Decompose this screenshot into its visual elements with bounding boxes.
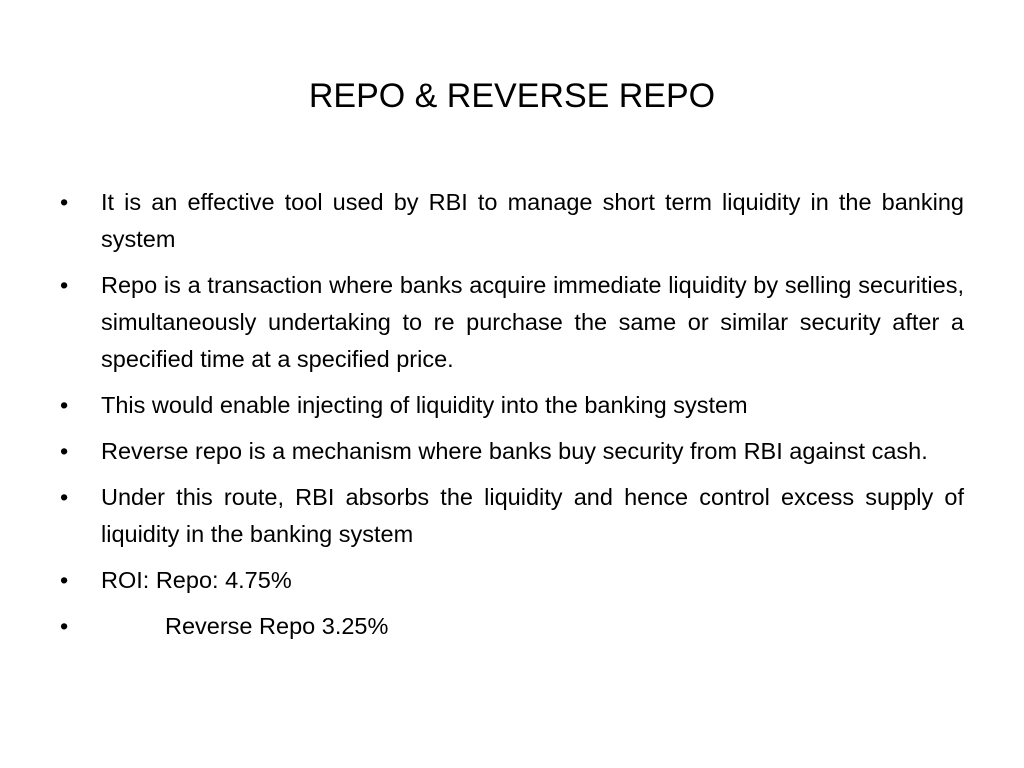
bullet-item-1 xyxy=(60,184,964,258)
bullet-item-5 xyxy=(60,479,964,553)
bullet-point-icon: • xyxy=(60,613,69,639)
bullet-point-icon: • xyxy=(60,272,69,298)
bullet-list xyxy=(60,184,964,654)
bullet-item-7 xyxy=(60,608,964,645)
bullet-item-6 xyxy=(60,562,964,599)
bullet-text: Reverse repo is a mechanism where banks buy security from RBI against cash. xyxy=(101,438,928,464)
bullet-text: This would enable injecting of liquidity into the banking system xyxy=(101,392,748,418)
bullet-point-icon: • xyxy=(60,189,69,215)
bullet-point-icon: • xyxy=(60,484,69,510)
bullet-point-icon: • xyxy=(60,567,69,593)
bullet-text: Reverse Repo 3.25% xyxy=(165,613,389,639)
bullet-item-3 xyxy=(60,387,964,424)
bullet-point-icon: • xyxy=(60,392,69,418)
bullet-text: ROI: Repo: 4.75% xyxy=(101,567,292,593)
bullet-text: Under this route, RBI absorbs the liquidity and hence control excess supply of liquidity in the banking system xyxy=(101,484,964,547)
bullet-point-icon: • xyxy=(60,438,69,464)
bullet-item-4 xyxy=(60,433,964,470)
bullet-text: It is an effective tool used by RBI to manage short term liquidity in the banking system xyxy=(101,189,964,252)
slide-title: REPO & REVERSE REPO xyxy=(308,77,716,115)
bullet-text: Repo is a transaction where banks acquire immediate liquidity by selling securities, simultaneously undertaking to re purchase the same or similar security after a specified time at a specified price. xyxy=(101,272,964,372)
bullet-item-2 xyxy=(60,267,964,378)
